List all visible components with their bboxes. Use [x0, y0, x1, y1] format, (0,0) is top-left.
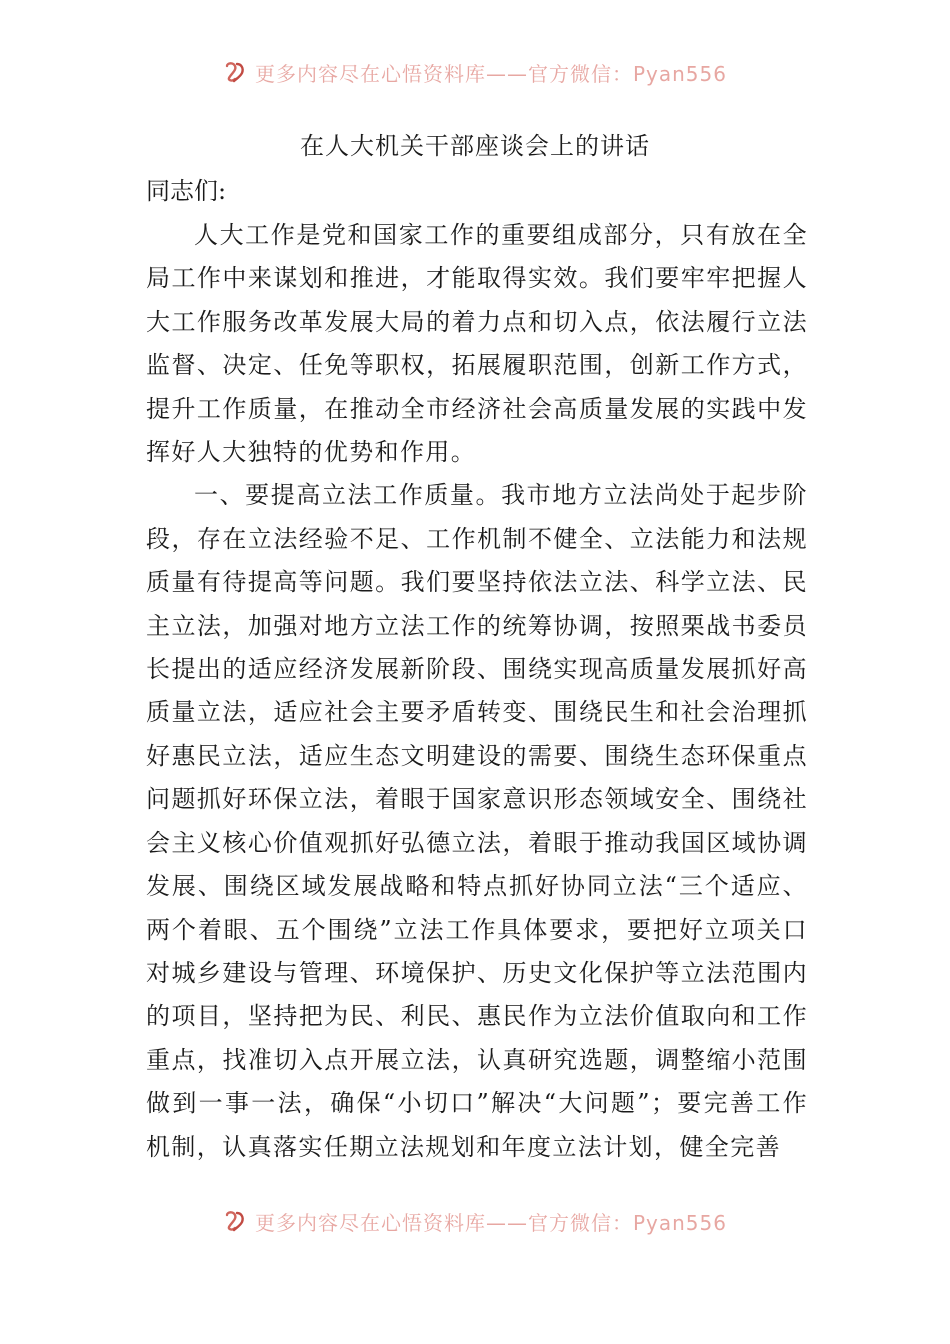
watermark-header — [0, 57, 950, 87]
document-title: 在人大机关干部座谈会上的讲话 — [300, 132, 650, 160]
watermark-text: 更多内容尽在心悟资料库——官方微信：Pyan556 — [254, 61, 727, 86]
watermark-footer — [0, 1206, 950, 1236]
paragraph: 一、要提高立法工作质量。我市地方立法尚处于起步阶段，存在立法经验不足、工作机制不健全、立法能力和法规质量有待提高等问题。我们要坚持依法立法、科学立法、民主立法，加强对地方立法工作的统筹协调，按照栗战书委员长提出的适应经济发展新阶段、围绕实现高质量发展抓好高质量立法，适应社会主要矛盾转变、围绕民生和社会治理抓好惠民立法，适应生态文明建设的需要、围绕生态环保重点问题抓好环保立法，着眼于国家意识形态领域安全、围绕社会主义核心价值观抓好弘德立法，着眼于推动我国区域协调发展、围绕区域发展战略和特点抓好协同立法“三个适应、两个着眼、五个围绕”立法工作具体要求，要把好立项关口对城乡建设与管理、环境保护、历史文化保护等立法范围内的项目，坚持把为民、利民、惠民作为立法价值取向和工作重点，找准切入点开展立法，认真研究选题，调整缩小范围做到一事一法，确保“小切口”解决“大问题”；要完善工作机制，认真落实任期立法规划和年度立法计划，健全完善 — [146, 481, 808, 1161]
logo-icon — [223, 1209, 247, 1233]
watermark-text: 更多内容尽在心悟资料库——官方微信：Pyan556 — [254, 1210, 727, 1235]
paragraph: 人大工作是党和国家工作的重要组成部分，只有放在全局工作中来谋划和推进，才能取得实效。我们要牢牢把握人大工作服务改革发展大局的着力点和切入点，依法履行立法监督、决定、任免等职权，拓展履职范围，创新工作方式，提升工作质量，在推动全市经济社会高质量发展的实践中发挥好人大独特的优势和作用。 — [146, 221, 808, 467]
logo-icon — [223, 60, 247, 84]
document-body — [146, 214, 808, 1169]
greeting: 同志们: — [146, 177, 227, 205]
